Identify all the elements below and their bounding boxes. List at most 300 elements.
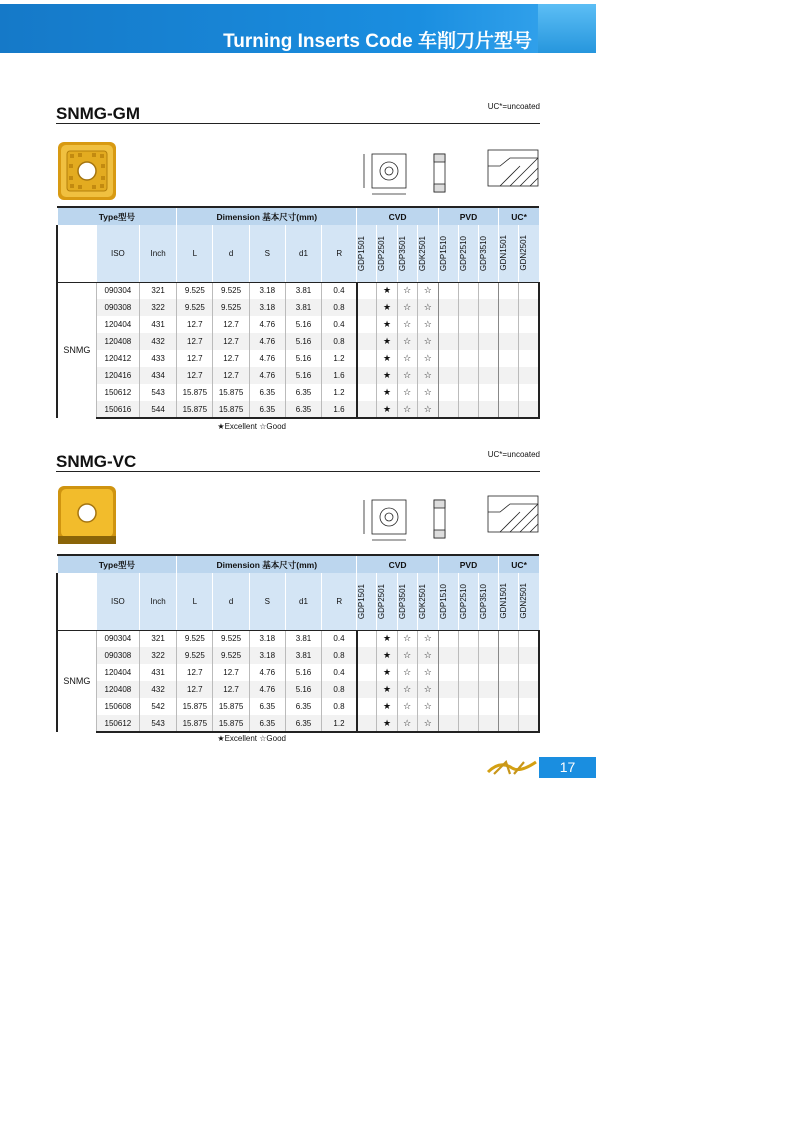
uncoated-note: UC*=uncoated [487,102,540,111]
table-cell: 543 [140,384,177,401]
grade-rating-cell: ☆ [417,401,438,418]
table-cell: 12.7 [177,350,213,367]
table-cell: 9.525 [177,282,213,299]
table-cell: 5.16 [285,664,321,681]
company-logo [486,756,538,778]
page-title: Turning Inserts Code 车削刀片型号 [223,31,532,52]
table-cell: 5.16 [285,316,321,333]
grade-rating-cell: ☆ [417,630,438,647]
table-cell: 322 [140,647,177,664]
table-cell: 431 [140,316,177,333]
grade-rating-cell [438,350,458,367]
grade-rating-cell [357,715,377,732]
table-cell: 150616 [96,401,139,418]
uc-header: UC* [499,555,539,573]
grade-header: GDP2510 [458,583,468,619]
grade-rating-cell: ★ [377,333,397,350]
uncoated-note: UC*=uncoated [487,450,540,459]
table-cell: 6.35 [249,401,285,418]
table-cell: 120404 [96,316,139,333]
grade-rating-cell: ☆ [417,299,438,316]
grade-rating-cell [519,384,539,401]
grade-rating-cell [499,384,519,401]
grade-rating-cell: ☆ [397,401,417,418]
grade-rating-cell [438,367,458,384]
grade-rating-cell: ☆ [417,681,438,698]
grade-rating-cell: ☆ [397,350,417,367]
grade-rating-cell [458,367,478,384]
grade-rating-cell: ☆ [397,664,417,681]
table-row [57,698,539,715]
table-cell: 0.4 [322,282,357,299]
grade-rating-cell: ☆ [417,282,438,299]
table-row [57,367,539,384]
table-cell: 15.875 [213,698,249,715]
l-header: L [177,573,213,630]
grade-rating-cell: ★ [377,681,397,698]
table-cell: 12.7 [213,367,249,384]
grade-header: GDN2501 [519,583,529,620]
grade-rating-cell [499,681,519,698]
grade-rating-cell: ☆ [397,630,417,647]
rating-legend: ★Excellent ☆Good [217,422,286,431]
grade-rating-cell [357,316,377,333]
grade-header: GDN2501 [519,235,529,272]
grade-rating-cell: ★ [377,282,397,299]
insert-drawings-gm [360,144,540,204]
type-header: Type型号 [57,555,177,573]
table-cell: 1.6 [322,401,357,418]
table-row [57,384,539,401]
grade-rating-cell [458,401,478,418]
grade-rating-cell [499,282,519,299]
table-cell: 432 [140,333,177,350]
grade-rating-cell: ★ [377,401,397,418]
table-cell: 150612 [96,715,139,732]
table-cell: 4.76 [249,664,285,681]
table-cell: 322 [140,299,177,316]
grade-rating-cell [519,401,539,418]
table-cell: 4.76 [249,367,285,384]
grade-rating-cell: ★ [377,367,397,384]
table-cell: 9.525 [213,299,249,316]
type-blank [57,225,96,282]
table-row [57,647,539,664]
dimension-header: Dimension 基本尺寸(mm) [177,207,357,225]
table-cell: 321 [140,630,177,647]
grade-rating-cell: ★ [377,630,397,647]
table-cell: 12.7 [213,664,249,681]
grade-rating-cell [479,333,499,350]
table-row [57,715,539,732]
table-row [57,401,539,418]
table-cell: 6.35 [285,384,321,401]
grade-rating-cell [458,647,478,664]
grade-rating-cell: ★ [377,698,397,715]
grade-rating-cell [479,715,499,732]
grade-rating-cell [499,630,519,647]
table-cell: 120408 [96,333,139,350]
grade-rating-cell [458,350,478,367]
grade-rating-cell [499,367,519,384]
grade-rating-cell [357,647,377,664]
table-row [57,299,539,316]
table-cell: 4.76 [249,681,285,698]
table-cell: 3.18 [249,282,285,299]
inch-header: Inch [140,225,177,282]
grade-rating-cell [458,630,478,647]
grade-header: GDP3501 [397,583,407,619]
table-cell: 0.4 [322,630,357,647]
grade-rating-cell [458,333,478,350]
grade-rating-cell [438,715,458,732]
table-cell: 12.7 [177,367,213,384]
table-cell: 6.35 [285,401,321,418]
table-cell: 9.525 [213,647,249,664]
table-cell: 090304 [96,282,139,299]
table-cell: 5.16 [285,367,321,384]
grade-rating-cell [499,333,519,350]
table-row [57,664,539,681]
grade-rating-cell [499,715,519,732]
grade-rating-cell: ☆ [397,282,417,299]
table-cell: 1.2 [322,384,357,401]
table-cell: 0.4 [322,316,357,333]
table-cell: 090308 [96,647,139,664]
table-cell: 0.4 [322,664,357,681]
grade-header: GDP3510 [479,583,489,619]
grade-rating-cell [479,698,499,715]
grade-rating-cell [458,282,478,299]
grade-rating-cell [479,647,499,664]
table-cell: 12.7 [213,681,249,698]
grade-rating-cell [458,681,478,698]
grade-rating-cell: ☆ [417,333,438,350]
grade-rating-cell [499,350,519,367]
grade-rating-cell [519,316,539,333]
grade-rating-cell: ★ [377,350,397,367]
table-row [57,630,539,647]
grade-header: GDK2501 [417,235,427,271]
section-header [56,450,540,472]
grade-rating-cell [438,630,458,647]
s-header: S [249,573,285,630]
grade-rating-cell: ☆ [417,664,438,681]
grade-header: GDP1510 [438,235,448,271]
insert-photo-gm [56,140,118,202]
table-cell: 15.875 [213,401,249,418]
grade-rating-cell [479,401,499,418]
table-cell: 0.8 [322,647,357,664]
d-header: d [213,225,249,282]
iso-header: ISO [96,225,139,282]
grade-rating-cell: ☆ [397,367,417,384]
table-cell: 15.875 [213,715,249,732]
grade-rating-cell: ★ [377,664,397,681]
grade-rating-cell [479,367,499,384]
l-header: L [177,225,213,282]
table-row [57,681,539,698]
grade-rating-cell: ☆ [397,698,417,715]
grade-rating-cell [519,299,539,316]
table-cell: 5.16 [285,333,321,350]
grade-rating-cell [499,401,519,418]
grade-rating-cell: ☆ [417,384,438,401]
grade-header: GDP3510 [479,235,489,271]
table-cell: 3.81 [285,282,321,299]
table-cell: 4.76 [249,316,285,333]
pvd-header: PVD [438,555,498,573]
grade-rating-cell [479,316,499,333]
grade-rating-cell [357,333,377,350]
table-cell: 12.7 [177,664,213,681]
table-cell: 15.875 [213,384,249,401]
grade-header: GDP2501 [377,583,387,619]
type-label: SNMG [57,630,96,732]
table-cell: 4.76 [249,333,285,350]
grade-rating-cell [519,333,539,350]
grade-rating-cell [479,664,499,681]
table-cell: 4.76 [249,350,285,367]
table-row [57,316,539,333]
table-cell: 9.525 [213,282,249,299]
grade-rating-cell [438,316,458,333]
table-cell: 321 [140,282,177,299]
table-cell: 543 [140,715,177,732]
grade-rating-cell [357,384,377,401]
grade-header: GDN1501 [499,583,509,620]
dimension-header: Dimension 基本尺寸(mm) [177,555,357,573]
grade-rating-cell [458,316,478,333]
grade-rating-cell [479,299,499,316]
table-cell: 12.7 [213,316,249,333]
section-header [56,102,540,124]
table-cell: 5.16 [285,681,321,698]
grade-rating-cell [479,282,499,299]
table-cell: 9.525 [177,299,213,316]
grade-header: GDP1510 [438,583,448,619]
table-cell: 12.7 [177,333,213,350]
table-cell: 6.35 [285,715,321,732]
grade-rating-cell [438,299,458,316]
table-cell: 090308 [96,299,139,316]
table-cell: 1.2 [322,350,357,367]
table-cell: 15.875 [177,401,213,418]
header-banner [0,4,596,53]
table-cell: 1.2 [322,715,357,732]
grade-rating-cell [357,681,377,698]
grade-rating-cell: ☆ [417,316,438,333]
grade-rating-cell [357,664,377,681]
table-cell: 3.18 [249,630,285,647]
insert-drawings-vc [360,490,540,550]
grade-rating-cell: ★ [377,647,397,664]
table-cell: 120412 [96,350,139,367]
grade-rating-cell: ☆ [397,316,417,333]
grade-rating-cell [519,647,539,664]
table-cell: 1.6 [322,367,357,384]
table-cell: 6.35 [249,715,285,732]
section-snmg-gm [56,102,540,431]
grade-rating-cell: ★ [377,316,397,333]
grade-rating-cell: ☆ [397,715,417,732]
spec-table-vc [56,554,540,733]
page-number: 17 [539,757,596,778]
grade-rating-cell [519,715,539,732]
spec-rows [57,282,539,418]
inch-header: Inch [140,573,177,630]
pvd-header: PVD [438,207,498,225]
grade-rating-cell [438,664,458,681]
type-header: Type型号 [57,207,177,225]
table-cell: 3.81 [285,299,321,316]
spec-rows [57,630,539,732]
grade-rating-cell [458,715,478,732]
table-cell: 120404 [96,664,139,681]
table-cell: 090304 [96,630,139,647]
grade-rating-cell [519,664,539,681]
table-cell: 542 [140,698,177,715]
rating-legend: ★Excellent ☆Good [217,734,286,743]
grade-rating-cell: ☆ [417,698,438,715]
table-cell: 3.81 [285,630,321,647]
grade-rating-cell [458,299,478,316]
grade-rating-cell [499,316,519,333]
table-cell: 12.7 [177,681,213,698]
table-row [57,282,539,299]
grade-rating-cell [458,664,478,681]
grade-header: GDP2510 [458,235,468,271]
table-cell: 434 [140,367,177,384]
grade-rating-cell: ☆ [397,681,417,698]
table-cell: 3.18 [249,299,285,316]
cvd-header: CVD [357,555,439,573]
grade-rating-cell: ☆ [417,647,438,664]
grade-rating-cell [499,647,519,664]
grade-rating-cell [499,698,519,715]
grade-rating-cell [357,698,377,715]
table-cell: 12.7 [213,350,249,367]
table-cell: 3.81 [285,647,321,664]
grade-rating-cell [479,384,499,401]
grade-rating-cell: ☆ [397,384,417,401]
grade-header: GDP2501 [377,235,387,271]
table-cell: 0.8 [322,299,357,316]
grade-header: GDK2501 [417,583,427,619]
table-cell: 15.875 [177,384,213,401]
grade-rating-cell [438,681,458,698]
grade-rating-cell [458,698,478,715]
grade-rating-cell [519,282,539,299]
type-label: SNMG [57,282,96,418]
grade-rating-cell [479,681,499,698]
grade-rating-cell: ☆ [397,333,417,350]
grade-rating-cell [438,647,458,664]
grade-rating-cell [519,698,539,715]
r-header: R [322,225,357,282]
spec-table-gm [56,206,540,419]
grade-rating-cell [357,367,377,384]
grade-rating-cell [438,384,458,401]
grade-rating-cell: ☆ [397,647,417,664]
grade-header: GDP3501 [397,235,407,271]
table-cell: 0.8 [322,681,357,698]
grade-rating-cell [519,367,539,384]
table-cell: 544 [140,401,177,418]
table-cell: 6.35 [249,384,285,401]
grade-rating-cell: ☆ [417,350,438,367]
d1-header: d1 [285,573,321,630]
table-cell: 9.525 [213,630,249,647]
banner-accent [538,4,596,53]
grade-rating-cell [438,698,458,715]
table-cell: 0.8 [322,698,357,715]
table-row [57,333,539,350]
table-cell: 0.8 [322,333,357,350]
grade-rating-cell [499,299,519,316]
section-title: SNMG-GM [56,104,141,123]
table-cell: 150608 [96,698,139,715]
d-header: d [213,573,249,630]
grade-header: GDN1501 [499,235,509,272]
grade-rating-cell [458,384,478,401]
grade-rating-cell: ☆ [417,367,438,384]
grade-rating-cell [519,630,539,647]
cvd-header: CVD [357,207,439,225]
grade-rating-cell [479,630,499,647]
table-cell: 432 [140,681,177,698]
grade-rating-cell [357,630,377,647]
table-cell: 15.875 [177,698,213,715]
grade-rating-cell [357,282,377,299]
type-blank [57,573,96,630]
table-cell: 5.16 [285,350,321,367]
grade-rating-cell [499,664,519,681]
grade-rating-cell [438,401,458,418]
s-header: S [249,225,285,282]
section-snmg-vc [56,450,540,743]
grade-rating-cell [479,350,499,367]
table-cell: 120408 [96,681,139,698]
section-title: SNMG-VC [56,452,137,471]
iso-header: ISO [96,573,139,630]
grade-rating-cell: ★ [377,384,397,401]
table-cell: 120416 [96,367,139,384]
table-cell: 431 [140,664,177,681]
grade-rating-cell [357,299,377,316]
grade-rating-cell: ☆ [397,299,417,316]
d1-header: d1 [285,225,321,282]
grade-rating-cell: ★ [377,715,397,732]
grade-rating-cell: ☆ [417,715,438,732]
grade-rating-cell [438,333,458,350]
grade-rating-cell: ★ [377,299,397,316]
grade-rating-cell [519,350,539,367]
insert-photo-vc [56,484,118,546]
table-cell: 6.35 [285,698,321,715]
table-cell: 12.7 [213,333,249,350]
grade-header: GDP1501 [357,235,367,271]
grade-header: GDP1501 [357,583,367,619]
table-cell: 3.18 [249,647,285,664]
table-cell: 9.525 [177,630,213,647]
table-cell: 9.525 [177,647,213,664]
grade-rating-cell [438,282,458,299]
uc-header: UC* [499,207,539,225]
grade-rating-cell [357,401,377,418]
grade-rating-cell [357,350,377,367]
r-header: R [322,573,357,630]
